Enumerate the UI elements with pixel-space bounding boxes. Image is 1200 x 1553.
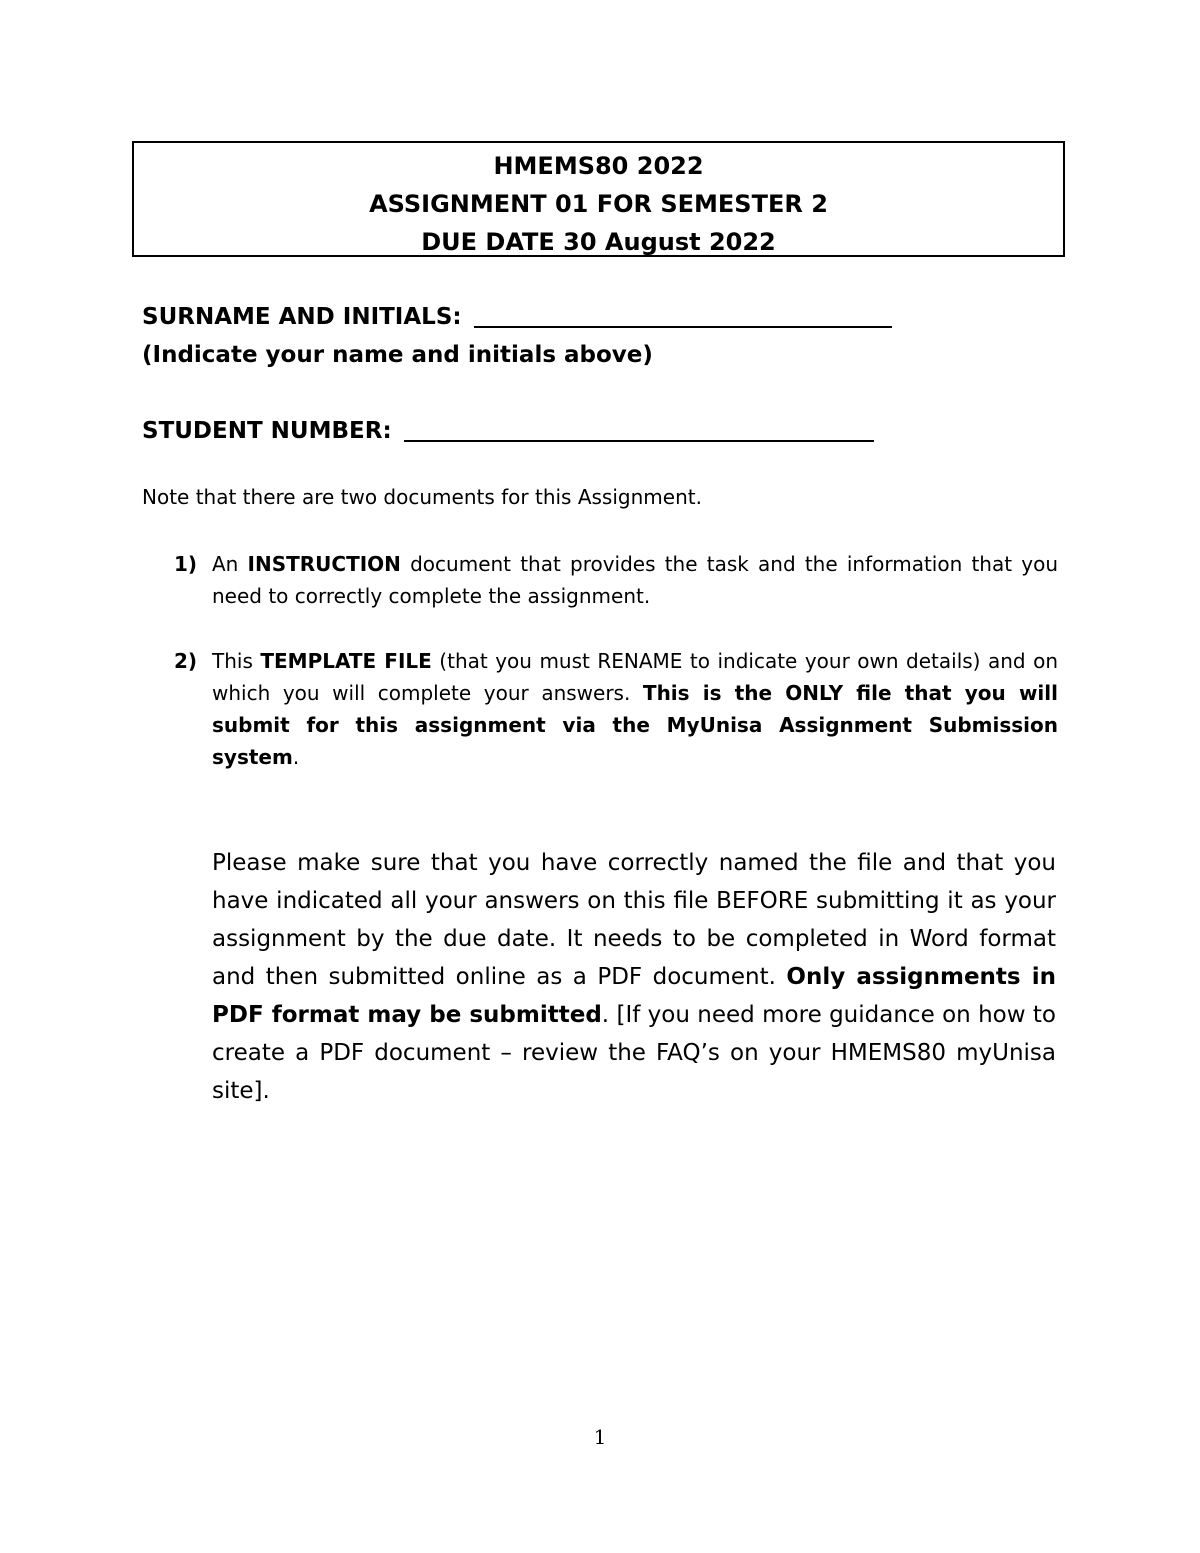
item-text-part: (that you must RENAME to indicate your own details) and on which you will complete your answers. <box>212 649 1059 705</box>
item-text-part: An <box>212 552 248 576</box>
list-item <box>142 645 1058 773</box>
surname-hint: (Indicate your name and initials above) <box>142 342 653 368</box>
surname-label: SURNAME AND INITIALS: <box>142 304 462 330</box>
paragraph-text-part: . [If you need more guidance on how to create a PDF document – review the FAQ’s on your HMEMS80 myUnisa site]. <box>212 1002 1056 1104</box>
student-number-label: STUDENT NUMBER: <box>142 418 392 444</box>
list-item-text <box>212 548 1058 612</box>
course-title: HMEMS80 2022 <box>493 152 704 180</box>
paragraph-bold-statement: Only assignments in PDF format may be submitted <box>212 964 1056 1028</box>
surname-field-row <box>142 302 892 332</box>
title-box <box>132 141 1065 257</box>
item-text-part: This <box>212 649 261 673</box>
page-number: 1 <box>593 1425 607 1449</box>
item-text-part: . <box>292 745 300 769</box>
paragraph-text-part: Please make sure that you have correctly named the file and that you have indicated all your answers on this file BEFORE submitting it as your assignment by the due date. It needs to be completed in Word format and then submitted online as a PDF document. <box>212 850 1056 990</box>
student-number-blank-line <box>404 418 874 442</box>
list-item-number: 2) <box>174 649 198 673</box>
note-text: Note that there are two documents for this Assignment. <box>142 485 702 509</box>
list-item-text <box>212 645 1058 773</box>
list-item-number: 1) <box>174 552 198 576</box>
due-date: DUE DATE 30 August 2022 <box>421 228 776 256</box>
assignment-title: ASSIGNMENT 01 FOR SEMESTER 2 <box>369 190 828 218</box>
item-bold-term: TEMPLATE FILE <box>260 649 432 673</box>
item-bold-term: INSTRUCTION <box>247 552 401 576</box>
instructions-paragraph <box>212 844 1056 1110</box>
list-item <box>142 548 1058 612</box>
student-number-field-row <box>142 416 874 446</box>
item-bold-statement: This is the ONLY file that you will submit for this assignment via the MyUnisa Assignment Submission system <box>212 681 1058 769</box>
item-text-part: document that provides the task and the information that you need to correctly complete the assignment. <box>212 552 1058 608</box>
surname-blank-line <box>474 304 892 328</box>
